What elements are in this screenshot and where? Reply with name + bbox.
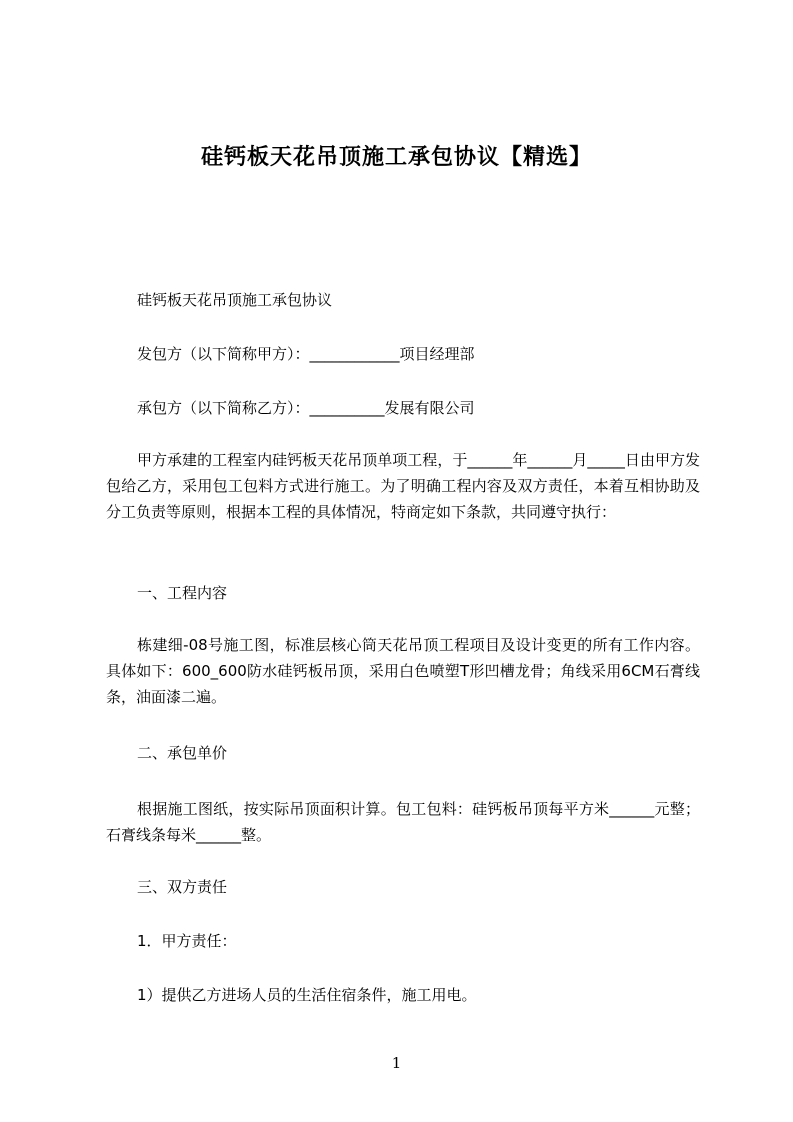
section-3-heading: 三、双方责任	[137, 878, 228, 896]
section-1-body: 栋建细-08号施工图，标准层核心筒天花吊顶工程项目及设计变更的所有工作内容。具体如下：600_600防水硅钙板吊顶，采用白色喷塑T形凹槽龙骨；角线采用6CM石膏线条，油面漆二遍。	[106, 636, 700, 706]
item-1-heading: 1．甲方责任：	[137, 932, 237, 950]
agreement-subtitle: 硅钙板天花吊顶施工承包协议	[137, 291, 333, 309]
party-b-line: 承包方（以下简称乙方）：__________发展有限公司	[137, 399, 475, 417]
item-1-1-text: 1）提供乙方进场人员的生活住宿条件，施工用电。	[137, 986, 477, 1004]
intro-paragraph: 甲方承建的工程室内硅钙板天花吊顶单项工程，于______年______月_____日由甲方发包给乙方，采用包工包料方式进行施工。为了明确工程内容及双方责任，本着互相协助及分工负责等原则，根据本工程的具体情况，特商定如下条款，共同遵守执行：	[106, 451, 700, 521]
page-number: 1	[391, 1054, 402, 1072]
party-a-line: 发包方（以下简称甲方）：____________项目经理部	[137, 345, 475, 363]
document-title: 硅钙板天花吊顶施工承包协议【精选】	[200, 145, 592, 170]
section-2-heading: 二、承包单价	[137, 744, 228, 762]
section-2-body: 根据施工图纸，按实际吊顶面积计算。包工包料：硅钙板吊顶每平方米______元整；石膏线条每米______整。	[106, 800, 700, 844]
section-1-heading: 一、工程内容	[137, 584, 228, 602]
